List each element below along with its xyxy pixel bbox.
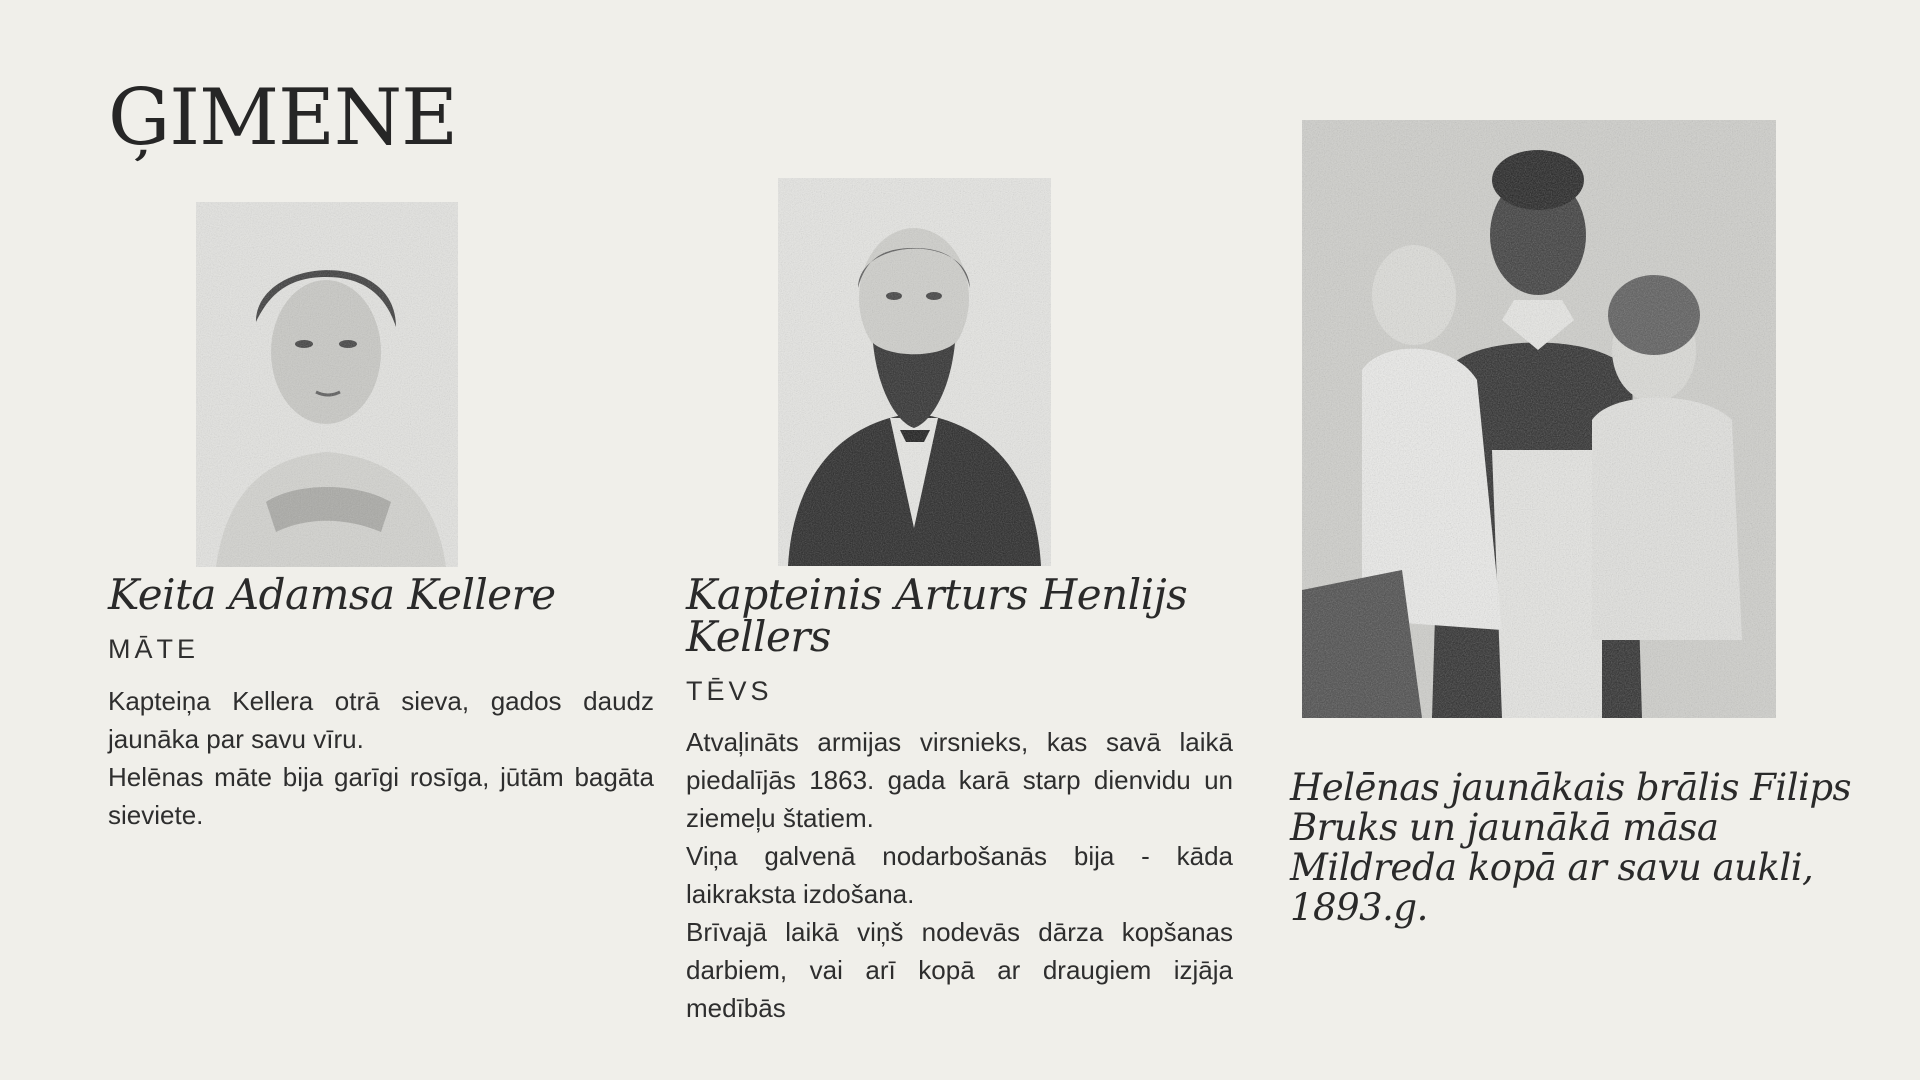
father-role: TĒVS: [686, 676, 773, 706]
father-name: Kapteinis Arturs Henlijs Kellers: [686, 570, 1188, 661]
mother-bio-line: Helēnas māte bija garīgi rosīga, jūtām bagāta sieviete.: [108, 762, 654, 830]
mother-bio: [108, 682, 654, 834]
father-bio-line: Brīvajā laikā viņš nodevās dārza kopšanas darbiem, vai arī kopā ar draugiem izjāja medībās: [686, 917, 1233, 1023]
mother-photo: [196, 202, 458, 567]
mother-name: Keita Adamsa Kellere: [108, 570, 556, 619]
father-bio-line: Viņa galvenā nodarbošanās bija - kāda laikraksta izdošana.: [686, 841, 1233, 909]
siblings-caption: Helēnas jaunākais brālis Filips Bruks un jaunākā māsa Mildreda kopā ar savu aukli, 1893.g.: [1290, 766, 1852, 929]
page-title: ĢIMENE: [108, 73, 458, 163]
father-photo: [778, 178, 1051, 566]
siblings-photo: [1302, 120, 1776, 718]
mother-bio-line: Kapteiņa Kellera otrā sieva, gados daudz jaunāka par savu vīru.: [108, 686, 654, 754]
mother-role: MĀTE: [108, 634, 200, 664]
father-bio: [686, 723, 1233, 1027]
father-bio-line: Atvaļināts armijas virsnieks, kas savā laikā piedalījās 1863. gada karā starp dienvidu un ziemeļu štatiem.: [686, 727, 1233, 833]
